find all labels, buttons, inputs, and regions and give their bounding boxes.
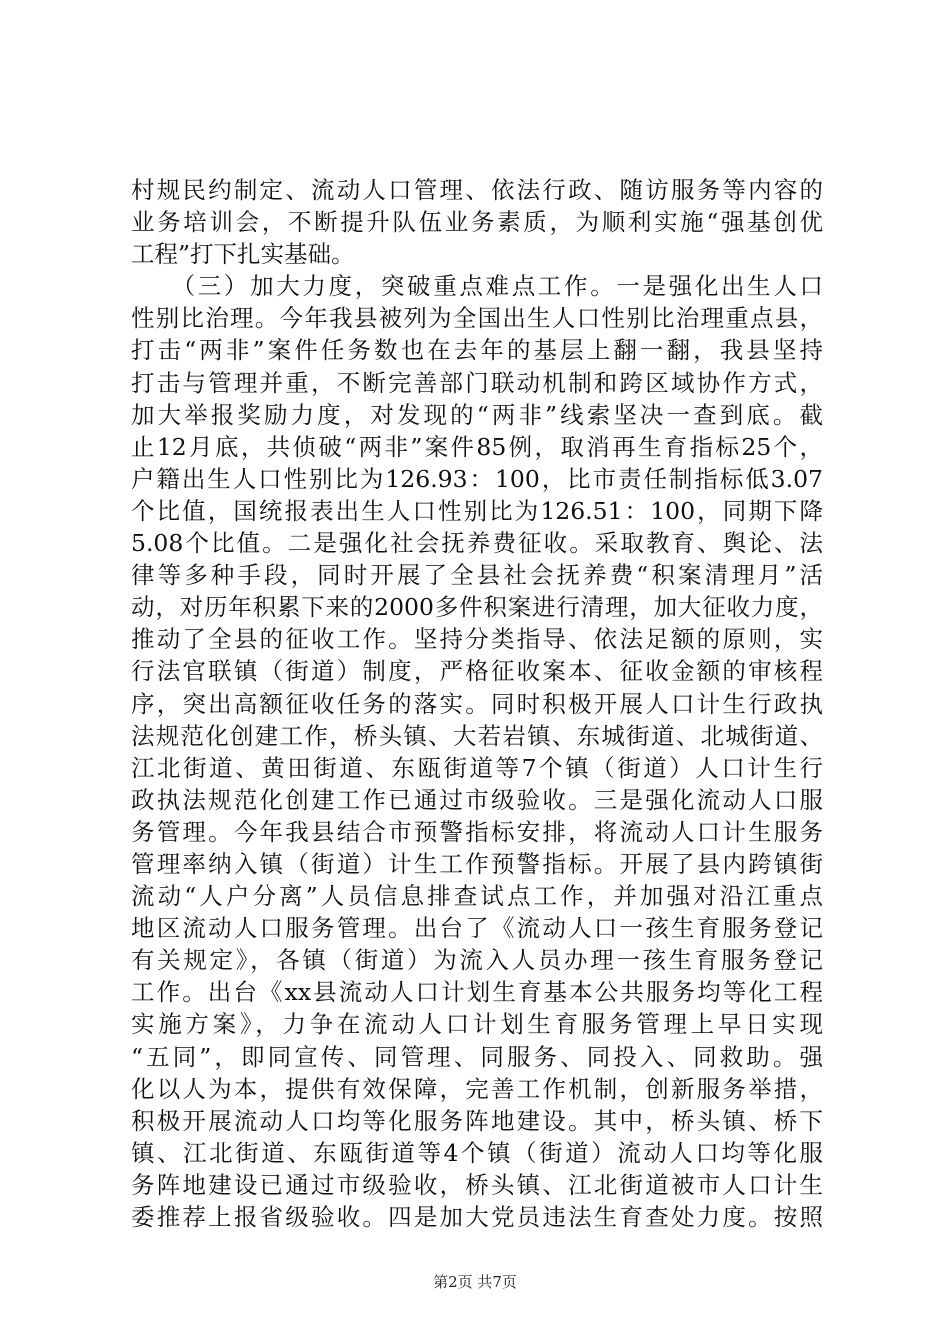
text-line: 镇、江北街道、东瓯街道等4个镇（街道）流动人口均等化服 [131,1138,823,1167]
page-footer: 第2页 共7页 [433,1273,517,1291]
text-line: 村规民约制定、流动人口管理、依法行政、随访服务等内容的 [131,176,823,204]
text-line: 业务培训会，不断提升队伍业务素质，为顺利实施“强基创优 [131,208,823,237]
text-line: 江北街道、黄田街道、东瓯街道等7个镇（街道）人口计生行 [131,753,823,782]
text-line: “五同”，即同宣传、同管理、同服务、同投入、同救助。强 [131,1042,823,1071]
text-line: 流动“人户分离”人员信息排查试点工作，并加强对沿江重点 [131,882,823,911]
text-line: 实施方案》，力争在流动人口计划生育服务管理上早日实现 [131,1010,823,1039]
text-line: 法规范化创建工作，桥头镇、大若岩镇、东城街道、北城街道、 [131,721,823,750]
text-line: 打击与管理并重，不断完善部门联动机制和跨区域协作方式， [131,368,823,397]
text-line: 委推荐上报省级验收。四是加大党员违法生育查处力度。按照 [131,1203,823,1231]
text-line: 化以人为本，提供有效保障，完善工作机制，创新服务举措， [131,1074,823,1103]
text-line: 地区流动人口服务管理。出台了《流动人口一孩生育服务登记 [131,914,823,943]
text-line: 打击“两非”案件任务数也在去年的基层上翻一翻，我县坚持 [131,336,823,365]
text-line: 工作。出台《xx县流动人口计划生育基本公共服务均等化工程 [131,978,823,1007]
text-line: 工程”打下扎实基础。 [131,240,355,269]
text-line: 政执法规范化创建工作已通过市级验收。三是强化流动人口服 [131,785,823,814]
text-line: 管理率纳入镇（街道）计生工作预警指标。开展了县内跨镇街 [131,849,823,878]
text-line: 动，对历年积累下来的2000多件积案进行清理，加大征收力度， [131,593,823,622]
text-line: 推动了全县的征收工作。坚持分类指导、依法足额的原则，实 [131,625,823,654]
text-line: 5.08个比值。二是强化社会抚养费征收。采取教育、舆论、法 [131,529,823,558]
text-line: 律等多种手段，同时开展了全县社会抚养费“积案清理月”活 [131,561,823,590]
text-line: 加大举报奖励力度，对发现的“两非”线索坚决一查到底。截 [131,400,823,429]
text-line: 户籍出生人口性别比为126.93：100，比市责任制指标低3.07 [131,464,823,493]
text-line: 积极开展流动人口均等化服务阵地建设。其中，桥头镇、桥下 [131,1106,823,1135]
text-line: 务管理。今年我县结合市预警指标安排，将流动人口计生服务 [131,817,823,846]
text-line: 务阵地建设已通过市级验收，桥头镇、江北街道被市人口计生 [131,1170,823,1199]
text-line: 序，突出高额征收任务的落实。同时积极开展人口计生行政执 [131,689,823,718]
body-text [131,174,823,1233]
text-line: 个比值，国统报表出生人口性别比为126.51：100，同期下降 [131,496,823,525]
text-line: 有关规定》，各镇（街道）为流入人员办理一孩生育服务登记 [131,946,823,975]
text-line: 行法官联镇（街道）制度，严格征收案本、征收金额的审核程 [131,657,823,686]
text-line: 止12月底，共侦破“两非”案件85例，取消再生育指标25个， [131,432,823,461]
text-line: （三）加大力度，突破重点难点工作。一是强化出生人口 [131,272,823,301]
text-line: 性别比治理。今年我县被列为全国出生人口性别比治理重点县， [131,304,823,333]
